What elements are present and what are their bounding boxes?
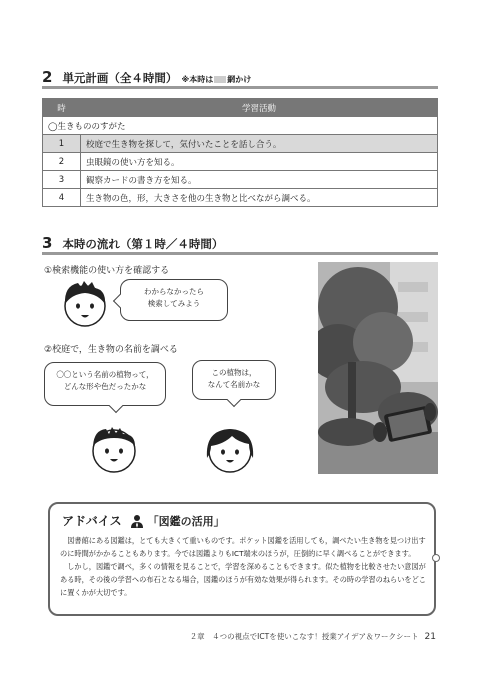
bubble-line: この植物は， bbox=[211, 368, 257, 377]
table-row bbox=[43, 171, 438, 189]
speech-bubble-3 bbox=[192, 360, 276, 400]
step-1-label: ①検索機能の使い方を確認する bbox=[44, 266, 170, 276]
bubble-line: なんて名前かな bbox=[207, 380, 261, 389]
girl-illustration bbox=[202, 424, 258, 474]
section-2-heading bbox=[42, 68, 251, 86]
advice-title: 「図鑑の活用」 bbox=[147, 514, 225, 528]
footer-text: ２章 ４つの視点でICTを使いこなす！授業アイデア＆ワークシート bbox=[189, 632, 419, 641]
period-number: 4 bbox=[43, 189, 81, 207]
bubble-tail bbox=[109, 399, 123, 413]
activity-text: 生き物の色，形，大きさを他の生き物と比べながら調べる。 bbox=[81, 189, 438, 207]
advice-box bbox=[48, 502, 436, 616]
speech-bubble-1 bbox=[120, 279, 228, 321]
header-period: 時 bbox=[43, 99, 81, 117]
section-3-heading bbox=[42, 234, 223, 252]
bubble-line: 検索してみよう bbox=[147, 299, 201, 308]
bubble-line: 〇〇という名前の植物って， bbox=[56, 370, 154, 379]
table-group-row bbox=[43, 117, 438, 135]
shading-swatch bbox=[214, 76, 226, 83]
boy-illustration bbox=[62, 278, 108, 330]
table-row bbox=[43, 135, 438, 153]
section-title: 本時の流れ（第１時／４時間） bbox=[62, 237, 224, 251]
period-number: 1 bbox=[43, 135, 81, 153]
page-footer bbox=[190, 631, 436, 642]
bubble-tail bbox=[113, 294, 127, 308]
bubble-line: わからなかったら bbox=[144, 287, 204, 296]
step-2-label: ②校庭で，生き物の名前を調べる bbox=[44, 345, 178, 355]
section-title: 単元計画（全４時間） bbox=[62, 71, 178, 85]
activity-text: 虫眼鏡の使い方を知る。 bbox=[81, 153, 438, 171]
bubble-line: どんな形や色だったかな bbox=[63, 382, 147, 391]
section-number: 2 bbox=[42, 68, 53, 86]
table-header-row bbox=[43, 99, 438, 117]
advice-paragraph: しかし，図鑑で調べ，多くの情報を見ることで，学習を深めることもできます。似た植物を比較させたい意図がある時，その後の学習への布石となる場合，図鑑のほうが有効な効果が得られます。その時の学習のねらいをどこに置くかが大切です。 bbox=[60, 562, 426, 597]
advice-body bbox=[60, 534, 428, 599]
schoolyard-photo bbox=[318, 262, 438, 474]
activity-text: 観察カードの書き方を知る。 bbox=[81, 171, 438, 189]
tablet-button-decoration bbox=[432, 554, 440, 562]
unit-plan-table bbox=[42, 98, 438, 207]
group-label: ◯生きもののすがた bbox=[43, 117, 438, 135]
advisor-icon bbox=[130, 514, 144, 528]
advice-heading bbox=[62, 512, 225, 529]
section-note: ※本時は 網かけ bbox=[181, 75, 252, 84]
page-number: 21 bbox=[424, 632, 436, 642]
table-row bbox=[43, 189, 438, 207]
section-3-rule bbox=[42, 252, 438, 255]
period-number: 2 bbox=[43, 153, 81, 171]
boy-illustration bbox=[88, 424, 140, 474]
bubble-tail bbox=[227, 393, 241, 407]
activity-text: 校庭で生き物を探して，気付いたことを話し合う。 bbox=[81, 135, 438, 153]
advice-label: アドバイス bbox=[62, 514, 122, 528]
header-activity: 学習活動 bbox=[81, 99, 438, 117]
advice-paragraph: 図書館にある図鑑は，とても大きくて重いものです。ポケット図鑑を活用しても，調べたい生き物を見つけ出すのに時間がかかることもあります。今では図鑑よりもICT端末のほうが，圧倒的に早く調べることができます。 bbox=[60, 536, 426, 558]
section-number: 3 bbox=[42, 234, 53, 252]
speech-bubble-2 bbox=[44, 362, 166, 406]
period-number: 3 bbox=[43, 171, 81, 189]
table-row bbox=[43, 153, 438, 171]
section-2-rule bbox=[42, 86, 438, 89]
